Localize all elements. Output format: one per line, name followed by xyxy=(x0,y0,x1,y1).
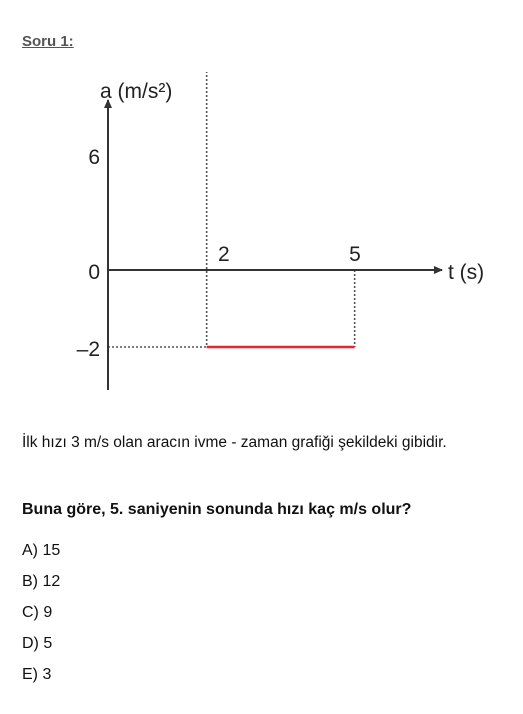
option-b[interactable]: B) 12 xyxy=(22,573,61,590)
question-text: İlk hızı 3 m/s olan aracın ivme - zaman grafiği şekildeki gibidir. xyxy=(22,434,447,451)
option-a[interactable]: A) 15 xyxy=(22,542,61,559)
question-prompt: Buna göre, 5. saniyenin sonunda hızı kaç m/s olur? xyxy=(22,501,412,518)
series-segments xyxy=(108,72,355,347)
option-d[interactable]: D) 5 xyxy=(22,635,53,652)
y-tick-label-6: 6 xyxy=(88,146,100,169)
x-tick-label-2: 2 xyxy=(218,243,230,266)
option-c[interactable]: C) 9 xyxy=(22,604,53,621)
option-e[interactable]: E) 3 xyxy=(22,666,52,683)
answer-options xyxy=(22,540,60,695)
y-tick-label-0: 0 xyxy=(88,261,100,284)
guide-lines xyxy=(108,72,355,347)
y-tick-label-neg2: –2 xyxy=(76,338,100,361)
x-axis-label: t (s) xyxy=(448,261,485,284)
acceleration-time-graph xyxy=(60,72,520,402)
question-title: Soru 1: xyxy=(22,33,74,50)
x-tick-label-5: 5 xyxy=(349,243,361,266)
y-axis-label: a (m/s²) xyxy=(100,80,173,103)
